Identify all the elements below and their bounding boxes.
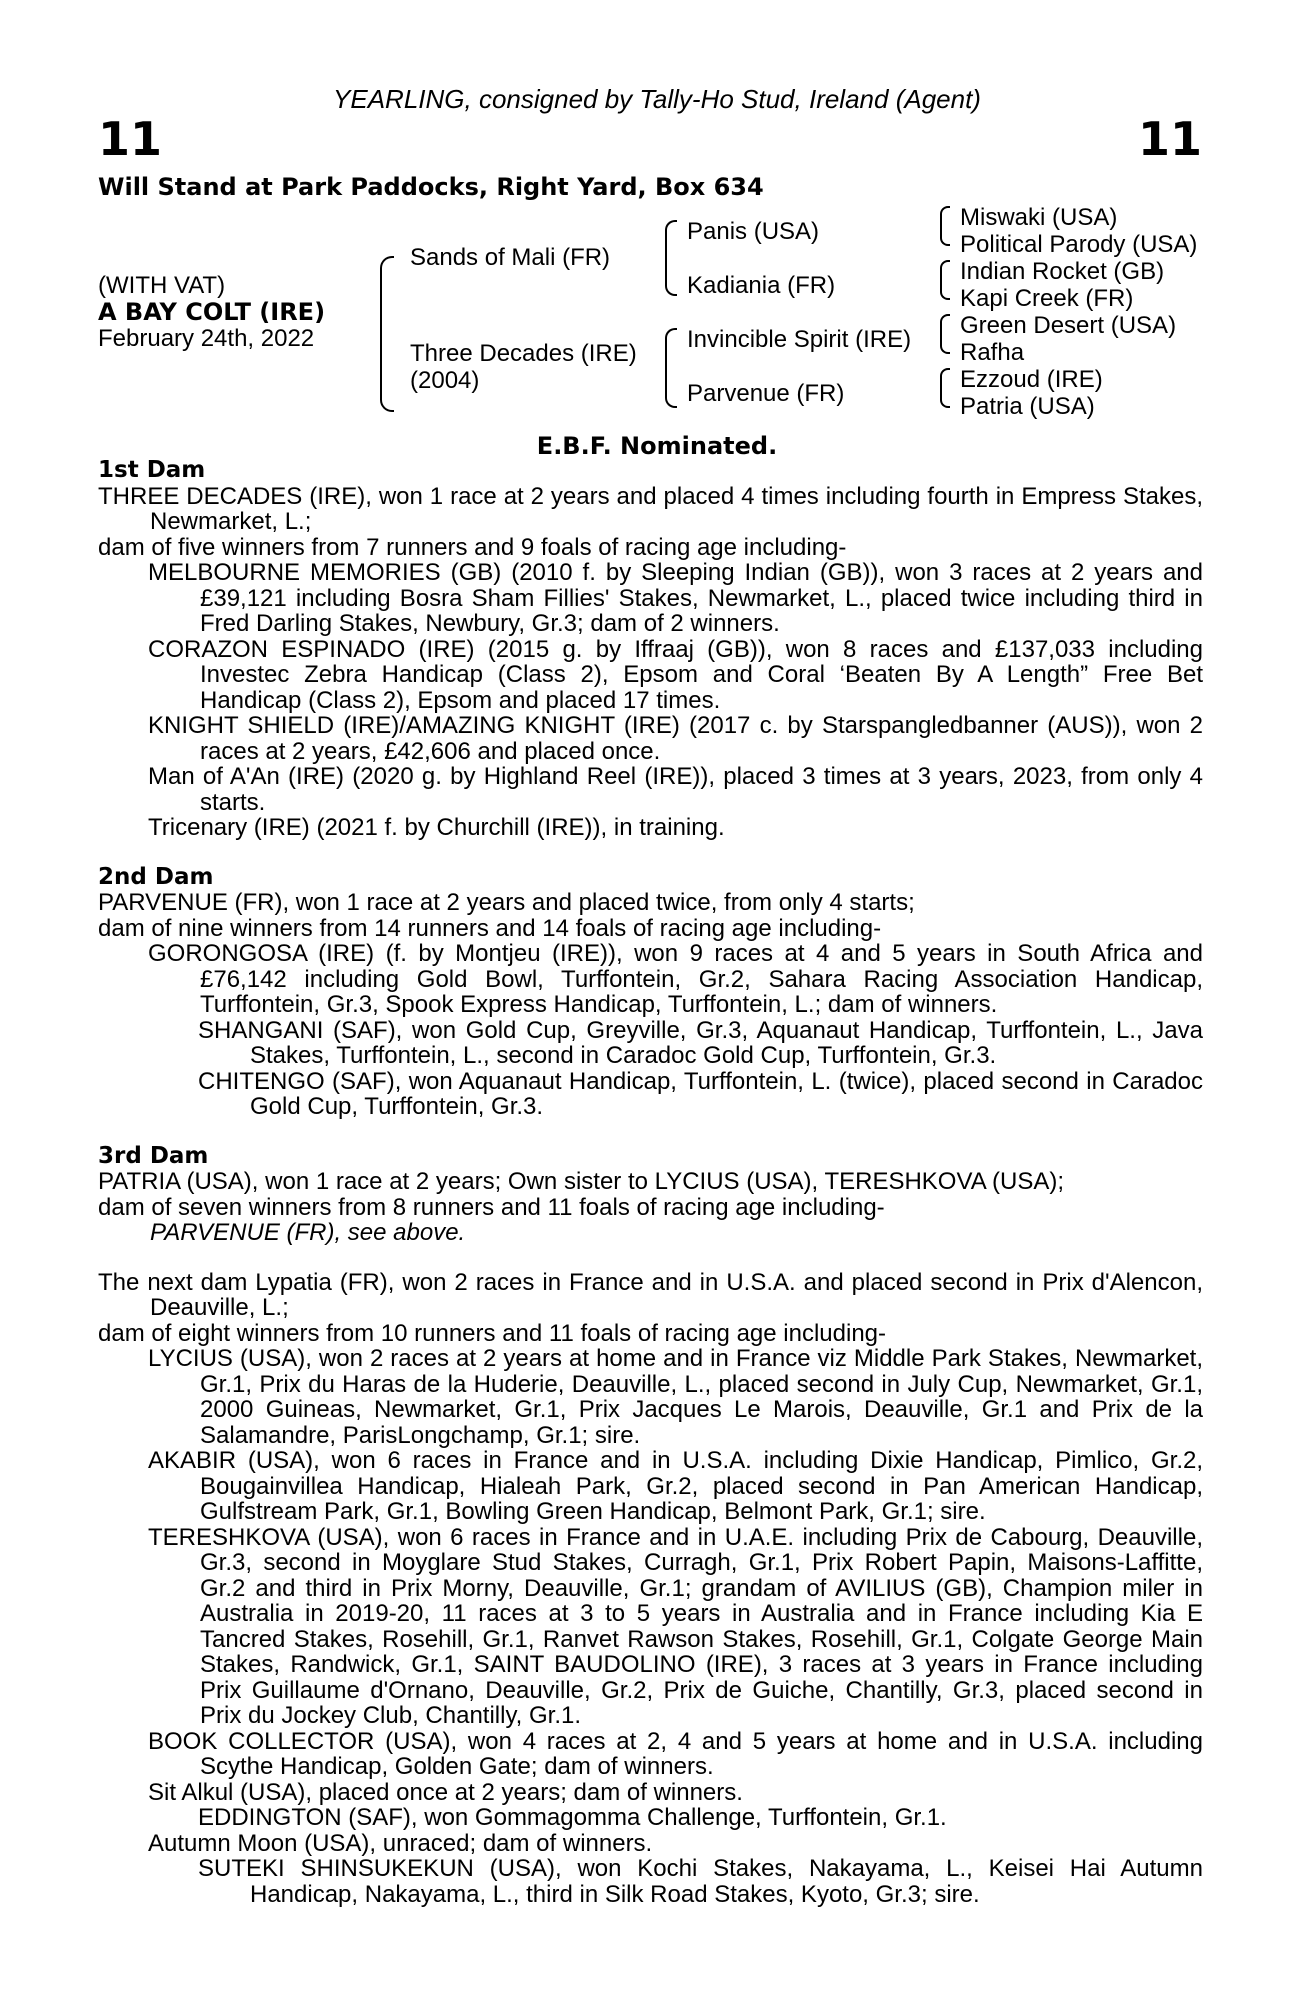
second-dam-summary: dam of nine winners from 14 runners and 14 foals of racing age including- [98, 914, 882, 942]
dam-dam-dam: Patria (USA) [960, 393, 1095, 420]
dam-name: Three Decades (IRE) [410, 340, 637, 367]
sire-brace [665, 220, 677, 296]
first-dam-intro: THREE DECADES (IRE), won 1 race at 2 years and placed 4 times including fourth in Empress Stakes, Newmarket, L.; [98, 482, 1203, 535]
dam-year: (2004) [410, 367, 480, 394]
sire-sire-dam: Political Parody (USA) [960, 231, 1198, 258]
third-dam-see-above: PARVENUE (FR), see above. [150, 1219, 466, 1246]
first-dam-heading: 1st Dam [98, 457, 206, 483]
progeny-entry: GORONGOSA (IRE) (f. by Montjeu (IRE)), won 9 races at 4 and 5 years in South Africa and £76,142 including Gold Bowl, Turffontein, Gr.2, Sahara Racing Association Handicap, Turffontein, Gr.3, Spook Express Handicap, Turffontein, L.; dam of winners. [148, 940, 1203, 1018]
progeny-entry: EDDINGTON (SAF), won Gommagomma Challenge, Turffontein, Gr.1. [198, 1804, 947, 1831]
progeny-entry: Autumn Moon (USA), unraced; dam of winners. [148, 1829, 653, 1857]
pedigree-brace-main [380, 256, 394, 412]
third-dam-intro: PATRIA (USA), won 1 race at 2 years; Own sister to LYCIUS (USA), TERESHKOVA (USA); [98, 1168, 1065, 1195]
lot-number-right: 11 [1137, 112, 1202, 166]
third-dam-summary: dam of seven winners from 8 runners and 11 foals of racing age including- [98, 1193, 885, 1221]
third-dam-heading: 3rd Dam [98, 1142, 209, 1169]
vat-note: (WITH VAT) [98, 272, 226, 299]
second-dam-intro: PARVENUE (FR), won 1 race at 2 years and placed twice, from only 4 starts; [98, 889, 915, 916]
progeny-entry: TERESHKOVA (USA), won 6 races in France and in U.A.E. including Prix de Cabourg, Deauville, Gr.3, second in Moyglare Stud Stakes, Curragh, Gr.1, Prix Robert Papin, Maisons-Laffitte, Gr.2 and third in Prix Morny, Deauville, Gr.1; grandam of AVILIUS (GB), Champion miler in Australia in 2019-20, 11 races at 3 to 5 years in Australia and in France including Kia E Tancred Stakes, Rosehill, Gr.1, Ranvet Rawson Stakes, Rosehill, Gr.1, Colgate George Main Stakes, Randwick, Gr.1, SAINT BAUDOLINO (IRE), 3 races at 3 years in France including Prix Guillaume d'Ornano, Deauville, Gr.2, Prix de Guiche, Chantilly, Gr.3, placed second in Prix du Jockey Club, Chantilly, Gr.1. [148, 1523, 1203, 1729]
sire-sire-sire: Miswaki (USA) [960, 204, 1118, 231]
catalogue-body [98, 458, 1203, 1907]
dam-sire-dam: Rafha [960, 339, 1025, 366]
brace-sd [940, 260, 950, 300]
next-dam-summary: dam of eight winners from 10 runners and 11 foals of racing age including- [98, 1319, 887, 1347]
progeny-entry: CHITENGO (SAF), won Aquanaut Handicap, Turffontein, L. (twice), placed second in Caradoc Gold Cup, Turffontein, Gr.3. [198, 1067, 1203, 1120]
brace-ds [940, 314, 950, 354]
progeny-entry: AKABIR (USA), won 6 races in France and in U.S.A. including Dixie Handicap, Pimlico, Gr.2, Bougainvillea Handicap, Hialeah Park, Gr.2, placed second in Pan American Handicap, Gulfstream Park, Gr.1, Bowling Green Handicap, Belmont Park, Gr.1; sire. [148, 1447, 1203, 1525]
progeny-entry: MELBOURNE MEMORIES (GB) (2010 f. by Sleeping Indian (GB)), won 3 races at 2 years and £39,121 including Bosra Sham Fillies' Stakes, Newmarket, L., placed twice including third in Fred Darling Stakes, Newbury, Gr.3; dam of 2 winners. [148, 559, 1203, 637]
progeny-entry: LYCIUS (USA), won 2 races at 2 years at home and in France viz Middle Park Stakes, Newmarket, Gr.1, Prix du Haras de la Huderie, Deauville, L., placed second in July Cup, Newmarket, Gr.1, 2000 Guineas, Newmarket, Gr.1, Prix Jacques Le Marois, Deauville, Gr.1 and Prix de la Salamandre, ParisLongchamp, Gr.1; sire. [148, 1345, 1203, 1449]
first-dam-summary: dam of five winners from 7 runners and 9 foals of racing age including- [98, 533, 847, 561]
sire-dam-sire: Indian Rocket (GB) [960, 258, 1165, 285]
progeny-entry: KNIGHT SHIELD (IRE)/AMAZING KNIGHT (IRE) (2017 c. by Starspangledbanner (AUS)), won 2 races at 2 years, £42,606 and placed once. [148, 712, 1203, 765]
sire-name: Sands of Mali (FR) [410, 244, 611, 271]
lot-number-left: 11 [98, 112, 163, 166]
dam-sire-sire: Green Desert (USA) [960, 312, 1177, 339]
sire-dam: Kadiania (FR) [687, 272, 836, 299]
progeny-entry: Sit Alkul (USA), placed once at 2 years; dam of winners. [148, 1778, 743, 1806]
dam-brace [665, 328, 677, 408]
foaling-date: February 24th, 2022 [98, 325, 315, 352]
progeny-entry: CORAZON ESPINADO (IRE) (2015 g. by Iffraaj (GB)), won 8 races and £137,033 including Investec Zebra Handicap (Class 2), Epsom and Coral ‘Beaten By A Length” Free Bet Handicap (Class 2), Epsom and placed 17 times. [148, 635, 1203, 714]
dam-dam-sire: Ezzoud (IRE) [960, 366, 1103, 393]
sire-sire: Panis (USA) [687, 218, 820, 245]
sire-dam-dam: Kapi Creek (FR) [960, 285, 1134, 312]
consigned-line: YEARLING, consigned by Tally-Ho Stud, Ireland (Agent) [333, 84, 981, 114]
progeny-entry: BOOK COLLECTOR (USA), won 4 races at 2, 4 and 5 years at home and in U.S.A. including Scythe Handicap, Golden Gate; dam of winners. [148, 1727, 1203, 1780]
next-dam-intro: The next dam Lypatia (FR), won 2 races in France and in U.S.A. and placed second in Prix d'Alencon, Deauville, L.; [98, 1268, 1203, 1321]
progeny-entry: SHANGANI (SAF), won Gold Cup, Greyville, Gr.3, Aquanaut Handicap, Turffontein, L., Java Stakes, Turffontein, L., second in Caradoc Gold Cup, Turffontein, Gr.3. [198, 1016, 1203, 1069]
progeny-entry: Man of A'An (IRE) (2020 g. by Highland Reel (IRE)), placed 3 times at 3 years, 2023, from only 4 starts. [148, 763, 1203, 816]
stand-location: Will Stand at Park Paddocks, Right Yard, Box 634 [98, 173, 764, 201]
dam-dam: Parvenue (FR) [687, 380, 845, 407]
brace-ss [940, 206, 950, 246]
progeny-entry: SUTEKI SHINSUKEKUN (USA), won Kochi Stakes, Nakayama, L., Keisei Hai Autumn Handicap, Nakayama, L., third in Silk Road Stakes, Kyoto, Gr.3; sire. [198, 1855, 1203, 1908]
ebf-nomination: E.B.F. Nominated. [536, 432, 778, 460]
lot-name: A BAY COLT (IRE) [98, 298, 326, 326]
dam-sire: Invincible Spirit (IRE) [687, 326, 912, 353]
progeny-entry: Tricenary (IRE) (2021 f. by Churchill (IRE)), in training. [148, 814, 725, 841]
second-dam-heading: 2nd Dam [98, 863, 214, 890]
brace-dd [940, 368, 950, 408]
